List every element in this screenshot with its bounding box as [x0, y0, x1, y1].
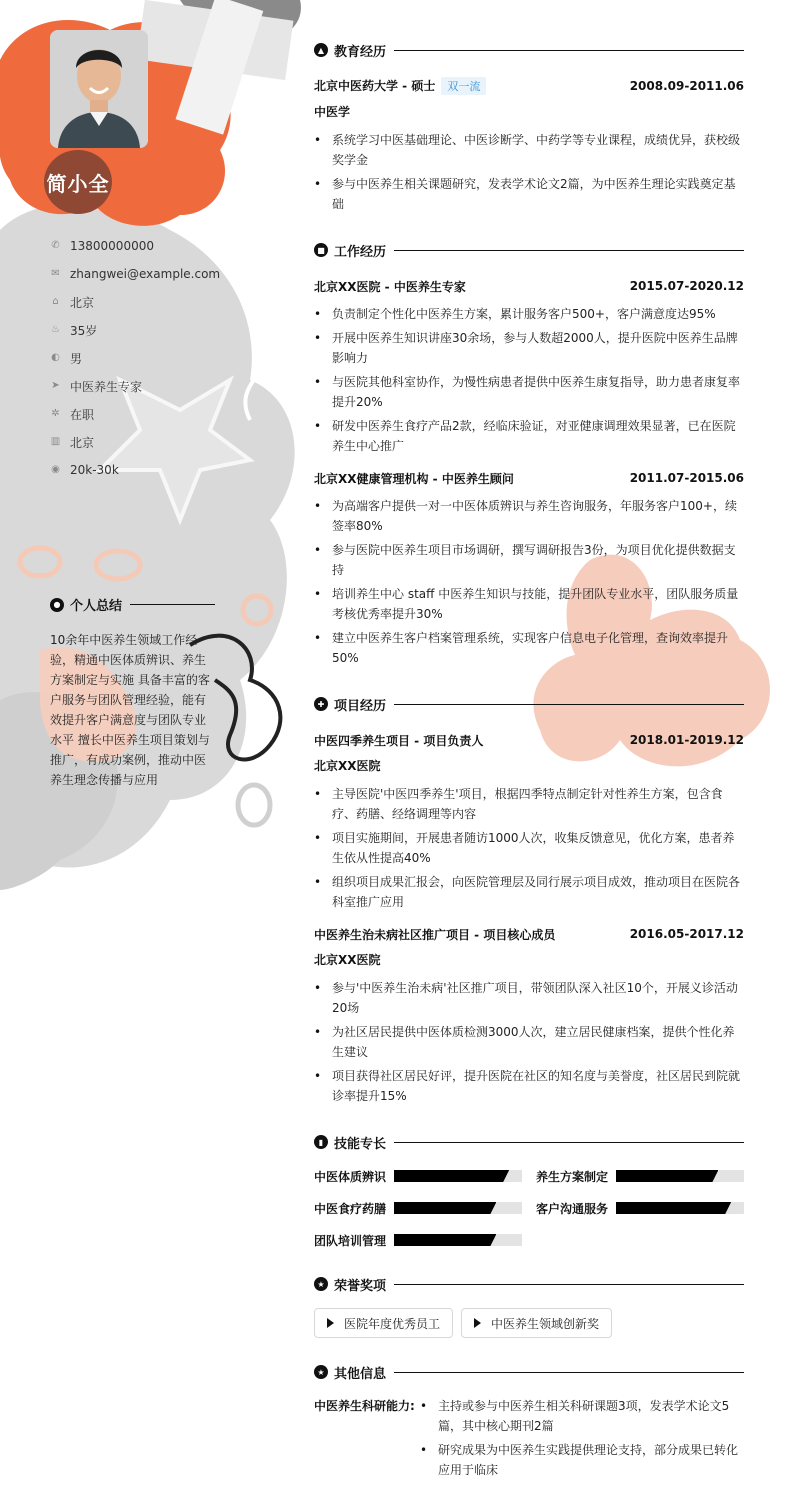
list-item: • 研发中医养生食疗产品2款，经临床验证，对亚健康调理效果显著，已在医院养生中心推广	[314, 416, 744, 456]
play-icon	[474, 1318, 481, 1328]
list-item: • 主导医院'中医四季养生'项目，根据四季特点制定针对性养生方案，包含食疗、药膳、经络调理等内容	[314, 784, 744, 824]
education-bullets	[314, 130, 744, 214]
other-entry	[314, 1396, 744, 1480]
main-content	[314, 40, 744, 1480]
bar-chart-icon: ▮	[314, 1135, 328, 1149]
contact-value: zhangwei@example.com	[70, 267, 221, 281]
summary-text: 10余年中医养生领域工作经验，精通中医体质辨识、养生方案制定与实施 具备丰富的客户服务与团队管理经验，能有效提升客户满意度与团队专业水平 擅长中医养生项目策划与推广，有成功案例，推动中医养生理念传播与应用	[50, 633, 210, 787]
gender-icon: ◐	[51, 352, 60, 363]
avatar	[50, 30, 148, 148]
contact-city	[50, 428, 250, 456]
list-item: • 组织项目成果汇报会，向医院管理层及同行展示项目成效，推动项目在医院各科室推广应用	[314, 872, 744, 912]
project-org: 北京XX医院	[314, 953, 381, 967]
work-org: 北京XX健康管理机构 - 中医养生顾问	[314, 471, 514, 486]
skill-item	[314, 1198, 522, 1218]
user-icon: ●	[50, 598, 64, 612]
list-item: • 与医院其他科室协作，为慢性病患者提供中医养生康复指导，助力患者康复率提升20%	[314, 372, 744, 412]
other-bullets	[420, 1396, 742, 1480]
other-label: 中医养生科研能力:	[314, 1399, 415, 1413]
work-date: 2011.07-2015.06	[629, 471, 744, 485]
list-item: • 为高端客户提供一对一中医体质辨识与养生咨询服务，年服务客户100+，续签率80%	[314, 496, 744, 536]
school-tag: 双一流	[441, 77, 486, 95]
skill-bar	[616, 1202, 744, 1214]
candidate-name: 简小全	[46, 171, 110, 196]
contact-position	[50, 372, 250, 400]
send-icon: ➤	[51, 380, 60, 391]
list-item: • 参与医院中医养生项目市场调研，撰写调研报告3份，为项目优化提供数据支持	[314, 540, 744, 580]
contact-value: 13800000000	[70, 239, 154, 253]
skill-item	[536, 1198, 744, 1218]
project-name: 中医养生治未病社区推广项目 - 项目核心成员	[314, 927, 556, 942]
work-title: 工作经历	[334, 244, 387, 260]
awards-title: 荣誉奖项	[334, 1278, 387, 1294]
award-label: 医院年度优秀员工	[344, 1316, 441, 1331]
contact-value: 北京	[70, 295, 95, 310]
work-entry	[314, 468, 744, 668]
contact-location	[50, 288, 250, 316]
contact-value: 在职	[70, 407, 95, 422]
divider	[394, 1142, 744, 1143]
list-item: • 研究成果为中医养生实践提供理论支持，部分成果已转化应用于临床	[420, 1440, 742, 1480]
status-icon: ✲	[51, 408, 60, 419]
contact-value: 中医养生专家	[70, 379, 143, 394]
divider	[394, 704, 744, 705]
project-date: 2016.05-2017.12	[629, 927, 744, 941]
skill-level	[394, 1234, 496, 1246]
divider	[394, 50, 744, 51]
project-date: 2018.01-2019.12	[629, 733, 744, 747]
phone-icon: ✆	[51, 240, 60, 251]
project-entry	[314, 730, 744, 912]
skill-level	[616, 1202, 731, 1214]
contact-status	[50, 400, 250, 428]
summary-title: 个人总结	[70, 599, 123, 614]
list-item: • 项目获得社区居民好评，提升医院在社区的知名度与美誉度，社区居民到院就诊率提升15%	[314, 1066, 744, 1106]
work-bullets	[314, 496, 744, 668]
school-name: 北京中医药大学 - 硕士	[314, 79, 436, 93]
skill-name: 中医食疗药膳	[314, 1201, 387, 1216]
project-bullets	[314, 978, 744, 1106]
work-org: 北京XX医院 - 中医养生专家	[314, 279, 466, 294]
skill-item	[536, 1166, 744, 1186]
skill-item	[314, 1166, 522, 1186]
contact-gender	[50, 344, 250, 372]
award-chip	[314, 1308, 453, 1338]
work-section-header	[314, 240, 744, 260]
award-chip	[461, 1308, 612, 1338]
projects-title: 项目经历	[334, 698, 387, 714]
building-icon: ▥	[50, 436, 61, 447]
play-icon	[327, 1318, 334, 1328]
project-entry	[314, 924, 744, 1106]
award-icon: ★	[314, 1277, 328, 1291]
education-date: 2008.09-2011.06	[629, 79, 744, 93]
list-item: • 负责制定个性化中医养生方案，累计服务客户500+，客户满意度达95%	[314, 304, 744, 324]
grid-icon: ✚	[314, 697, 328, 711]
other-section-header	[314, 1362, 744, 1382]
divider	[394, 250, 744, 251]
divider	[394, 1284, 744, 1285]
contact-value: 35岁	[70, 323, 98, 338]
skills-title: 技能专长	[334, 1136, 387, 1152]
contact-salary	[50, 456, 250, 484]
education-title: 教育经历	[334, 44, 387, 60]
project-bullets	[314, 784, 744, 912]
skill-item	[314, 1230, 522, 1250]
skill-level	[616, 1170, 718, 1182]
list-item: • 参与'中医养生治未病'社区推广项目，带领团队深入社区10个，开展义诊活动20场	[314, 978, 744, 1018]
contact-value: 男	[70, 351, 83, 366]
awards-section-header	[314, 1274, 744, 1294]
salary-icon: ◉	[51, 464, 60, 475]
skill-name: 养生方案制定	[536, 1169, 609, 1184]
other-title: 其他信息	[334, 1366, 387, 1382]
briefcase-icon: ■	[314, 243, 328, 257]
education-section-header	[314, 40, 744, 60]
skill-bar	[394, 1234, 522, 1246]
skill-level	[394, 1202, 496, 1214]
education-entry	[314, 76, 744, 214]
work-bullets	[314, 304, 744, 456]
skill-level	[394, 1170, 509, 1182]
skills-section-header	[314, 1132, 744, 1152]
list-item: • 参与中医养生相关课题研究，发表学术论文2篇，为中医养生理论实践奠定基础	[314, 174, 744, 214]
list-item: • 项目实施期间，开展患者随访1000人次，收集反馈意见，优化方案，患者养生依从性提高40%	[314, 828, 744, 868]
skill-name: 客户沟通服务	[536, 1201, 609, 1216]
contact-email	[50, 260, 250, 288]
info-icon: ★	[314, 1365, 328, 1379]
list-item: • 开展中医养生知识讲座30余场，参与人数超2000人，提升医院中医养生品牌影响力	[314, 328, 744, 368]
contact-phone	[50, 232, 250, 260]
cake-icon: ♨	[51, 324, 60, 335]
work-date: 2015.07-2020.12	[629, 279, 744, 293]
divider	[394, 1372, 744, 1373]
skill-name: 团队培训管理	[314, 1233, 387, 1248]
contact-value: 20k-30k	[70, 463, 119, 477]
awards-list	[314, 1308, 744, 1338]
divider	[130, 604, 215, 605]
project-name: 中医四季养生项目 - 项目负责人	[314, 733, 484, 748]
home-icon: ⌂	[52, 296, 59, 307]
work-entry	[314, 276, 744, 456]
list-item: • 系统学习中医基础理论、中医诊断学、中药学等专业课程，成绩优异，获校级奖学金	[314, 130, 744, 170]
summary-section-header	[50, 595, 215, 614]
graduation-cap-icon: ▲	[314, 43, 328, 57]
projects-section-header	[314, 694, 744, 714]
skill-name: 中医体质辨识	[314, 1169, 387, 1184]
skill-bar	[394, 1202, 522, 1214]
major: 中医学	[314, 105, 351, 119]
contact-info-list	[50, 232, 250, 484]
skill-bar	[394, 1170, 522, 1182]
name-badge	[44, 150, 112, 214]
skills-grid	[314, 1166, 744, 1250]
list-item: • 主持或参与中医养生相关科研课题3项，发表学术论文5篇，其中核心期刊2篇	[420, 1396, 742, 1436]
skill-bar	[616, 1170, 744, 1182]
award-label: 中医养生领域创新奖	[491, 1316, 600, 1331]
project-org: 北京XX医院	[314, 759, 381, 773]
contact-value: 北京	[70, 435, 95, 450]
list-item: • 为社区居民提供中医体质检测3000人次，建立居民健康档案，提供个性化养生建议	[314, 1022, 744, 1062]
profile-photo	[50, 30, 148, 148]
contact-age	[50, 316, 250, 344]
mail-icon: ✉	[51, 268, 60, 279]
list-item: • 培训养生中心 staff 中医养生知识与技能，提升团队专业水平，团队服务质量考核优秀率提升30%	[314, 584, 744, 624]
list-item: • 建立中医养生客户档案管理系统，实现客户信息电子化管理，查询效率提升50%	[314, 628, 744, 668]
